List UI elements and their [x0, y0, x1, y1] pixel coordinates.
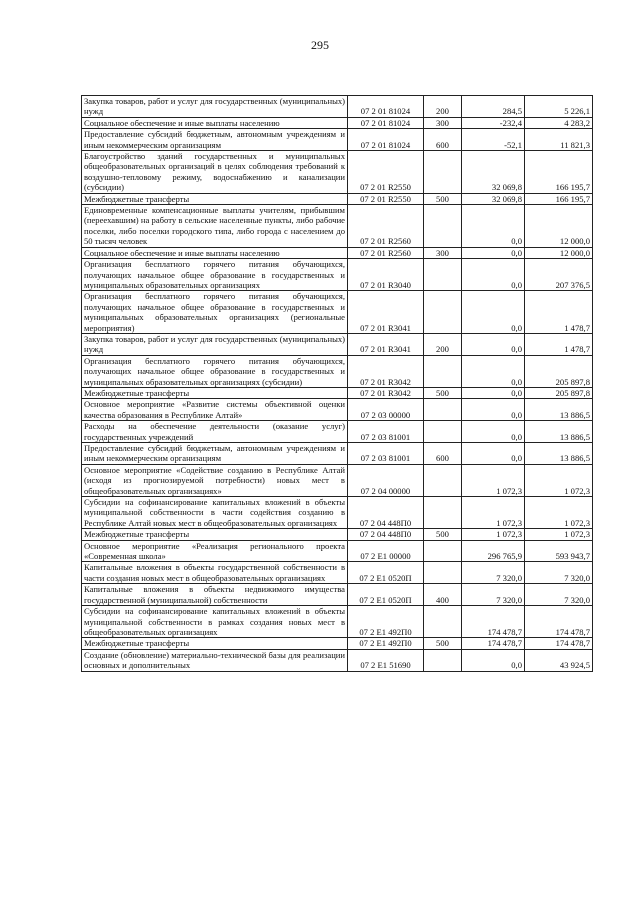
row-code-cell: 07 2 01 81024: [348, 117, 424, 128]
row-code-cell: 07 2 E1 51690: [348, 649, 424, 671]
row-type-cell: 500: [424, 387, 462, 398]
row-value1-cell: 0,0: [462, 421, 525, 443]
row-value1-cell: 1 072,3: [462, 529, 525, 540]
row-value1-cell: 0,0: [462, 355, 525, 387]
row-name-cell: Социальное обеспечение и иные выплаты населению: [82, 117, 348, 128]
row-value2-cell: 13 886,5: [525, 421, 593, 443]
row-code-cell: 07 2 03 00000: [348, 399, 424, 421]
row-name-cell: Организация бесплатного горячего питания обучающихся, получающих начальное общее образование в государственных и муниципальных образовательных организациях (региональные мероприятия): [82, 291, 348, 334]
row-type-cell: [424, 497, 462, 529]
table-row: [82, 443, 593, 465]
row-type-cell: [424, 399, 462, 421]
row-value2-cell: 1 072,3: [525, 497, 593, 529]
row-value2-cell: 13 886,5: [525, 443, 593, 465]
row-code-cell: 07 2 E1 492П0: [348, 606, 424, 638]
table-row: [82, 529, 593, 540]
row-name-cell: Основное мероприятие «Развитие системы объективной оценки качества образования в Республике Алтай»: [82, 399, 348, 421]
row-name-cell: Благоустройство зданий государственных и муниципальных общеобразовательных организаций в целях соблюдения требований к воздушно-тепловому режиму, водоснабжению и канализации (субсидии): [82, 151, 348, 194]
table-row: [82, 399, 593, 421]
row-value1-cell: 0,0: [462, 649, 525, 671]
row-type-cell: [424, 606, 462, 638]
row-type-cell: [424, 355, 462, 387]
row-value1-cell: 0,0: [462, 387, 525, 398]
row-code-cell: 07 2 E1 00000: [348, 540, 424, 562]
row-type-cell: 600: [424, 129, 462, 151]
row-value1-cell: -232,4: [462, 117, 525, 128]
row-value2-cell: 205 897,8: [525, 387, 593, 398]
row-type-cell: 500: [424, 193, 462, 204]
row-code-cell: 07 2 03 81001: [348, 421, 424, 443]
table-row: [82, 387, 593, 398]
row-name-cell: Межбюджетные трансферты: [82, 387, 348, 398]
row-code-cell: 07 2 01 R3042: [348, 355, 424, 387]
row-code-cell: 07 2 04 00000: [348, 464, 424, 496]
table-row: [82, 584, 593, 606]
row-name-cell: Предоставление субсидий бюджетным, автономным учреждениям и иным некоммерческим организациям: [82, 443, 348, 465]
row-value2-cell: 4 283,2: [525, 117, 593, 128]
row-value2-cell: 7 320,0: [525, 584, 593, 606]
row-value2-cell: 11 821,3: [525, 129, 593, 151]
table-row: [82, 291, 593, 334]
row-type-cell: [424, 464, 462, 496]
row-value2-cell: 1 072,3: [525, 464, 593, 496]
row-name-cell: Основное мероприятие «Содействие созданию в Республике Алтай (исходя из прогнозируемой потребности) новых мест в общеобразовательных организациях»: [82, 464, 348, 496]
row-code-cell: 07 2 01 81024: [348, 96, 424, 118]
row-name-cell: Капитальные вложения в объекты недвижимого имущества государственной (муниципальной) собственности: [82, 584, 348, 606]
row-value1-cell: 0,0: [462, 291, 525, 334]
table-row: [82, 638, 593, 649]
row-type-cell: [424, 421, 462, 443]
row-type-cell: 200: [424, 96, 462, 118]
row-type-cell: [424, 205, 462, 248]
row-value1-cell: 32 069,8: [462, 193, 525, 204]
row-value1-cell: -52,1: [462, 129, 525, 151]
table-row: [82, 117, 593, 128]
row-type-cell: [424, 562, 462, 584]
row-type-cell: 300: [424, 117, 462, 128]
row-value1-cell: 174 478,7: [462, 638, 525, 649]
row-code-cell: 07 2 E1 0520П: [348, 584, 424, 606]
row-name-cell: Организация бесплатного горячего питания обучающихся, получающих начальное общее образование в государственных и муниципальных образовательных организациях (субсидии): [82, 355, 348, 387]
row-value2-cell: 166 195,7: [525, 193, 593, 204]
table-row: [82, 421, 593, 443]
row-type-cell: 400: [424, 584, 462, 606]
row-code-cell: 07 2 E1 492П0: [348, 638, 424, 649]
table-row: [82, 151, 593, 194]
row-code-cell: 07 2 04 448П0: [348, 497, 424, 529]
table-row: [82, 606, 593, 638]
row-name-cell: Социальное обеспечение и иные выплаты населению: [82, 247, 348, 258]
row-name-cell: Межбюджетные трансферты: [82, 638, 348, 649]
row-value1-cell: 1 072,3: [462, 464, 525, 496]
row-type-cell: 600: [424, 443, 462, 465]
row-name-cell: Предоставление субсидий бюджетным, автономным учреждениям и иным некоммерческим организациям: [82, 129, 348, 151]
row-value2-cell: 7 320,0: [525, 562, 593, 584]
row-name-cell: Единовременные компенсационные выплаты учителям, прибывшим (переехавшим) на работу в сельские населенные пункты, либо рабочие поселки, либо поселки городского типа, либо города с населением до 50 тысяч человек: [82, 205, 348, 248]
table-row: [82, 259, 593, 291]
row-code-cell: 07 2 01 R2550: [348, 193, 424, 204]
row-name-cell: Закупка товаров, работ и услуг для государственных (муниципальных) нужд: [82, 333, 348, 355]
row-value2-cell: 174 478,7: [525, 638, 593, 649]
row-code-cell: 07 2 01 R2560: [348, 247, 424, 258]
row-value2-cell: 43 924,5: [525, 649, 593, 671]
row-code-cell: 07 2 01 R3041: [348, 291, 424, 334]
row-value1-cell: 0,0: [462, 333, 525, 355]
row-name-cell: Организация бесплатного горячего питания обучающихся, получающих начальное общее образование в государственных и муниципальных образовательных организациях: [82, 259, 348, 291]
row-type-cell: [424, 540, 462, 562]
row-type-cell: [424, 291, 462, 334]
row-value2-cell: 12 000,0: [525, 247, 593, 258]
table-row: [82, 205, 593, 248]
table-row: [82, 355, 593, 387]
row-name-cell: Субсидии на софинансирование капитальных вложений в объекты муниципальной собственности в рамках создания новых мест в общеобразовательных организациях: [82, 606, 348, 638]
row-value2-cell: 166 195,7: [525, 151, 593, 194]
row-value2-cell: 205 897,8: [525, 355, 593, 387]
row-value2-cell: 593 943,7: [525, 540, 593, 562]
row-type-cell: 500: [424, 529, 462, 540]
row-name-cell: Создание (обновление) материально-технической базы для реализации основных и дополнительных: [82, 649, 348, 671]
row-value1-cell: 0,0: [462, 247, 525, 258]
row-value2-cell: 1 478,7: [525, 291, 593, 334]
row-value1-cell: 32 069,8: [462, 151, 525, 194]
table-row: [82, 649, 593, 671]
row-value2-cell: 12 000,0: [525, 205, 593, 248]
row-type-cell: [424, 649, 462, 671]
row-value1-cell: 7 320,0: [462, 584, 525, 606]
row-code-cell: 07 2 04 448П0: [348, 529, 424, 540]
row-type-cell: 200: [424, 333, 462, 355]
table-row: [82, 562, 593, 584]
row-code-cell: 07 2 01 R2560: [348, 205, 424, 248]
row-value2-cell: 5 226,1: [525, 96, 593, 118]
table-row: [82, 129, 593, 151]
row-code-cell: 07 2 03 81001: [348, 443, 424, 465]
row-name-cell: Капитальные вложения в объекты государственной собственности в части создания новых мест в общеобразовательных организациях: [82, 562, 348, 584]
page-number: 295: [311, 38, 329, 52]
row-value1-cell: 296 765,9: [462, 540, 525, 562]
table-row: [82, 497, 593, 529]
table-row: [82, 193, 593, 204]
row-name-cell: Расходы на обеспечение деятельности (оказание услуг) государственных учреждений: [82, 421, 348, 443]
row-type-cell: 300: [424, 247, 462, 258]
row-value2-cell: 1 072,3: [525, 529, 593, 540]
table-row: [82, 96, 593, 118]
row-name-cell: Основное мероприятие «Реализация регионального проекта «Современная школа»: [82, 540, 348, 562]
row-value2-cell: 1 478,7: [525, 333, 593, 355]
row-value1-cell: 1 072,3: [462, 497, 525, 529]
row-value1-cell: 0,0: [462, 399, 525, 421]
row-value2-cell: 13 886,5: [525, 399, 593, 421]
row-name-cell: Субсидии на софинансирование капитальных вложений в объекты муниципальной собственности в части содействия созданию в Республике Алтай новых мест в общеобразовательных организациях: [82, 497, 348, 529]
row-name-cell: Межбюджетные трансферты: [82, 193, 348, 204]
row-code-cell: 07 2 01 81024: [348, 129, 424, 151]
row-value2-cell: 174 478,7: [525, 606, 593, 638]
row-name-cell: Межбюджетные трансферты: [82, 529, 348, 540]
row-code-cell: 07 2 01 R2550: [348, 151, 424, 194]
row-value1-cell: 0,0: [462, 443, 525, 465]
row-value1-cell: 0,0: [462, 205, 525, 248]
row-value1-cell: 174 478,7: [462, 606, 525, 638]
row-type-cell: 500: [424, 638, 462, 649]
row-value2-cell: 207 376,5: [525, 259, 593, 291]
row-type-cell: [424, 151, 462, 194]
row-code-cell: 07 2 01 R3041: [348, 333, 424, 355]
table-row: [82, 540, 593, 562]
row-code-cell: 07 2 01 R3040: [348, 259, 424, 291]
row-code-cell: 07 2 E1 0520П: [348, 562, 424, 584]
budget-table: [81, 95, 593, 672]
table-row: [82, 247, 593, 258]
table-row: [82, 333, 593, 355]
row-type-cell: [424, 259, 462, 291]
row-value1-cell: 284,5: [462, 96, 525, 118]
table-body: [82, 96, 593, 672]
row-value1-cell: 7 320,0: [462, 562, 525, 584]
row-name-cell: Закупка товаров, работ и услуг для государственных (муниципальных) нужд: [82, 96, 348, 118]
table-row: [82, 464, 593, 496]
row-code-cell: 07 2 01 R3042: [348, 387, 424, 398]
row-value1-cell: 0,0: [462, 259, 525, 291]
